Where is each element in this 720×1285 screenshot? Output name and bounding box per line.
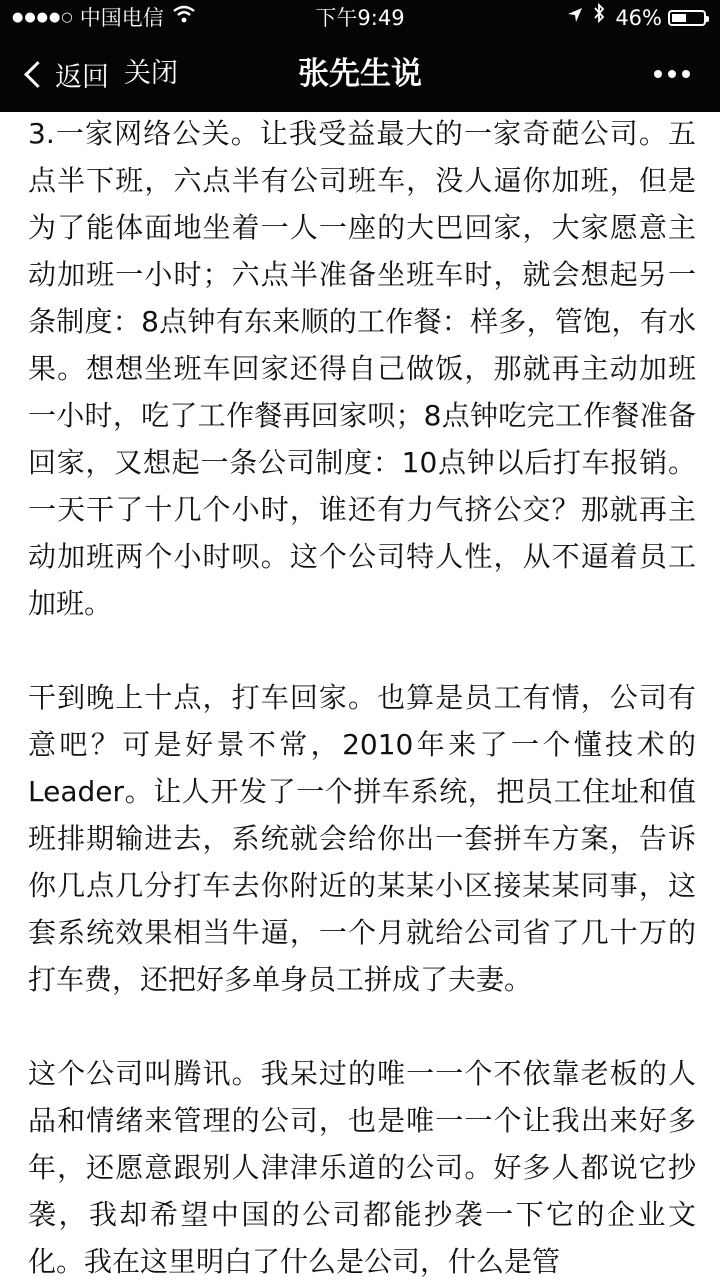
battery-level-fill [672,14,686,22]
back-button-label: 返回 [55,61,109,93]
battery-percent: 46% [615,6,662,30]
navigation-bar [0,36,720,112]
page-title: 张先生说 [298,56,422,92]
article-paragraph: 干到晚上十点，打车回家。也算是员工有情，公司有意吧？可是好景不常，2010年来了一个懂技术的Leader。让人开发了一个拼车系统，把员工住址和值班排期输进去，系统就会给你出一套拼车方案，告诉你几点几分打车去你附近的某某小区接某某同事，这套系统效果相当牛逼，一个月就给公司省了几十万的打车费，还把好多单身员工拼成了夫妻。 [28,681,696,996]
battery-icon [668,10,706,26]
status-right [567,0,706,36]
carrier-name: 中国电信 [79,6,164,30]
status-bar [0,0,720,36]
bluetooth-icon [593,0,605,36]
article-paragraph: 3.一家网络公关。让我受益最大的一家奇葩公司。五点半下班，六点半有公司班车，没人逼你加班，但是为了能体面地坐着一人一座的大巴回家，大家愿意主动加班一小时；六点半准备坐班车时，就会想起另一条制度：8点钟有东来顺的工作餐：样多，管饱，有水果。想想坐班车回家还得自己做饭，那就再主动加班一小时，吃了工作餐再回家呗；8点钟吃完工作餐准备回家，又想起一条公司制度：10点钟以后打车报销。一天干了十几个小时，谁还有力气挤公交？那就再主动加班两个小时呗。这个公司特人性，从不逼着员工加班。 [28,117,696,620]
status-time: 下午9:49 [315,6,405,30]
more-options-icon[interactable] [648,70,690,78]
article-body [28,110,696,1285]
article-paragraph: 这个公司叫腾讯。我呆过的唯一一个不依靠老板的人品和情绪来管理的公司，也是唯一一个让我出来好多年，还愿意跟别人津津乐道的公司。好多人都说它抄袭，我却希望中国的公司都能抄袭一下它的企业文化。我在这里明白了什么是公司，什么是管 [28,1057,696,1278]
location-arrow-icon [567,0,583,36]
signal-strength-icon: ●●●●○ [12,10,74,25]
top-bar [0,0,720,112]
close-button[interactable]: 关闭 [124,58,178,89]
